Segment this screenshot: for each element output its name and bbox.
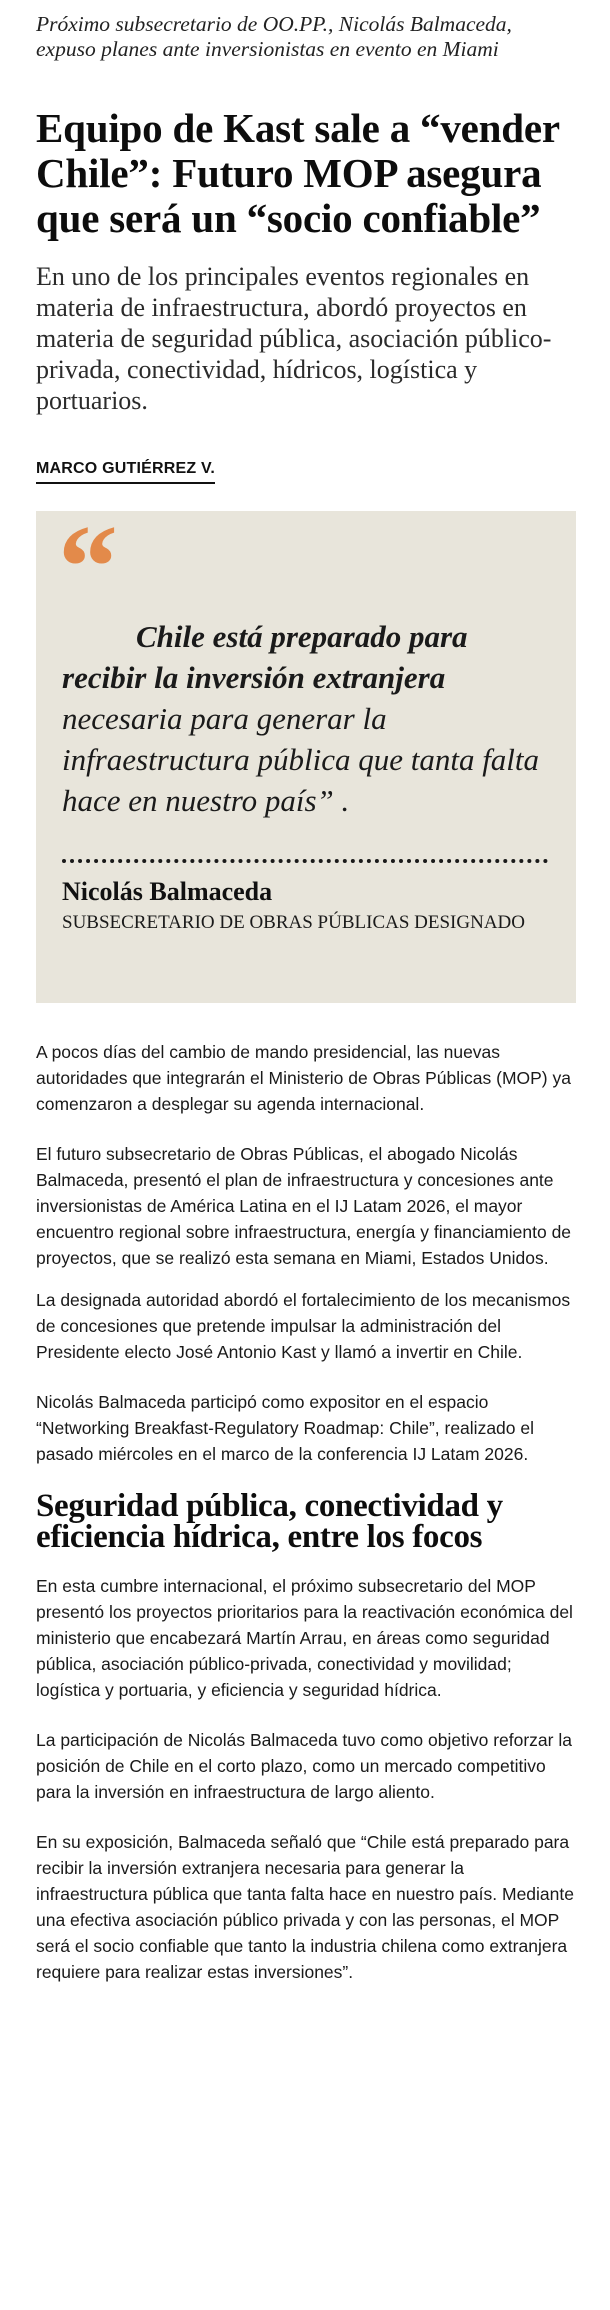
- pull-quote-text: [62, 616, 550, 821]
- pull-quote: [36, 500, 576, 1003]
- pull-quote-author-role: SUBSECRETARIO DE OBRAS PÚBLICAS DESIGNADO: [62, 912, 525, 933]
- body-paragraph-5: En esta cumbre internacional, el próximo subsecretario del MOP presentó los proyectos prioritarios para la reactivación económica del ministerio que encabezará Martín Arrau, en áreas como seguridad pública, asociación público-privada, conectividad y movilidad; logística y portuaria, y eficiencia y seguridad hídrica.: [36, 1576, 573, 1700]
- body-paragraph-4: Nicolás Balmaceda participó como expositor en el espacio “Networking Breakfast-Regulatory Roadmap: Chile”, realizado el pasado miércoles en el marco de la conferencia IJ Latam 2026.: [36, 1392, 534, 1464]
- pull-quote-author: Nicolás Balmaceda: [62, 877, 273, 906]
- body-paragraph-1: A pocos días del cambio de mando presidencial, las nuevas autoridades que integrarán el Ministerio de Obras Públicas (MOP) ya comenzaron a desplegar su agenda internacional.: [36, 1042, 571, 1114]
- article-headline: Equipo de Kast sale a “vender Chile”: Futuro MOP asegura que será un “socio confiable”: [36, 105, 560, 241]
- byline-container: [36, 459, 576, 487]
- body-paragraph-2: El futuro subsecretario de Obras Públicas, el abogado Nicolás Balmaceda, presentó el plan de infraestructura y concesiones ante inversionistas de América Latina en el IJ Latam 2026, el mayor encuentro regional sobre infraestructura, energía y financiamiento de proyectos, que se realizó esta semana en Miami, Estados Unidos.: [36, 1144, 572, 1268]
- pull-quote-divider: [62, 859, 548, 863]
- article-dek: En uno de los principales eventos regionales en materia de infraestructura, abordó proyectos en materia de seguridad pública, asociación público-privada, conectividad, hídricos, logística y portuarios.: [36, 262, 552, 415]
- article-body: [36, 1039, 576, 1985]
- author-byline-link[interactable]: MARCO GUTIÉRREZ V.: [36, 459, 215, 484]
- pull-quote-text-strong: Chile está preparado para recibir la inversión extranjera: [62, 619, 468, 695]
- body-paragraph-6: La participación de Nicolás Balmaceda tuvo como objetivo reforzar la posición de Chile en el corto plazo, como un mercado competitivo para la inversión en infraestructura de largo aliento.: [36, 1730, 572, 1802]
- body-paragraph-3: La designada autoridad abordó el fortalecimiento de los mecanismos de concesiones que pretende impulsar la administración del Presidente electo José Antonio Kast y llamó a invertir en Chile.: [36, 1290, 571, 1362]
- pull-quote-text-rest: necesaria para generar la infraestructura pública que tanta falta hace en nuestro país” .: [62, 701, 540, 818]
- section-subheading: Seguridad pública, conectividad y eficiencia hídrica, entre los focos: [36, 1488, 503, 1555]
- body-paragraph-7: En su exposición, Balmaceda señaló que “Chile está preparado para recibir la inversión extranjera necesaria para generar la infraestructura pública que tanta falta hace en nuestro país. Mediante una efectiva asociación público privada y con las personas, el MOP será el socio confiable que tanto la industria chilena como extranjera requiere para realizar estas inversiones”.: [36, 1832, 574, 1982]
- quote-mark-icon: “: [58, 500, 118, 633]
- article-kicker: Próximo subsecretario de OO.PP., Nicolás Balmaceda, expuso planes ante inversionistas en evento en Miami: [36, 12, 512, 61]
